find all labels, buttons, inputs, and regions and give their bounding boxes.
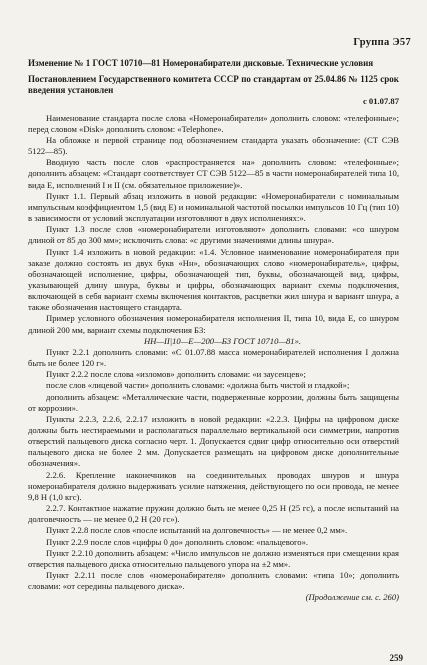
paragraph: Пункт 2.2.11 после слов «номеронабирателя» дополнить словами: «типа 10»; дополнить словами: «от середины пальцевого диска». (28, 570, 399, 592)
paragraph: Наименование стандарта после слова «Номеронабиратели» дополнить словом: «телефонные»; перед словом «Disk» дополнить словом: «Telephone». (28, 112, 399, 134)
paragraph: Пункт 1.4 изложить в новой редакции: «1.4. Условное наименование номеронабирателя при заказе должно состоять из двух букв «Нн», обозначающих слово «номеронабиратель», цифры, обозначающей исполнение, цифры, обозначающей тип, буквы, обозначающей вид, цифры, указывающей длину шнура, буквы и цифры, обозначающих вариант схемы подключения, включающей в себя вариант схемы включения контактов, расцветки жил шнура и вариант шнура, а также обозначения настоящего стандарта. (28, 246, 399, 313)
paragraph: после слов «лицевой части» дополнить словами: «должна быть чистой и гладкой»; (46, 380, 350, 391)
paragraph: Пункт 2.2.8 после слов «после испытаний на долговечность» — не менее 0,2 мм». (46, 525, 348, 536)
paragraph: дополнить абзацем: «Металлические части, подверженные коррозии, должны быть защищены от коррозии». (28, 391, 399, 413)
paragraph: Пункт 2.2.9 после слов «цифры 0 до» дополнить словом: «пальцевого». (46, 536, 309, 547)
designation-example: НН—II|10—Е—200—Б3 ГОСТ 10710—81». (143, 335, 302, 346)
paragraph: На обложке и первой странице под обозначением стандарта указать обозначение: (СТ СЭВ 5122—85). (28, 134, 399, 157)
paragraph: Вводную часть после слов «распространяется на» дополнить словом: «телефонные»; дополнить абзацем: «Стандарт соответствует СТ СЭВ 5122—85 в части номеронабирателей типа 10, вида Е, исполнений I и II (см. обязательное приложение)». (28, 157, 399, 190)
decree-text: Постановлением Государственного комитета СССР по стандартам от 25.04.86 № 1125 срок введения установлен (28, 74, 399, 96)
group-label: Группа Э57 (353, 37, 411, 48)
effective-date: с 01.07.87 (362, 96, 399, 107)
paragraph: Пункт 2.2.1 дополнить словами: «С 01.07.88 масса номеронабирателей исполнения I должна быть не более 120 г». (28, 346, 399, 369)
paragraph: Пункт 2.2.2 после слова «изломов» дополнить словами: «и заусенцев»; (46, 369, 306, 380)
document-body (28, 58, 399, 604)
document-title: Изменение № 1 ГОСТ 10710—81 Номеронабиратели дисковые. Технические условия (28, 58, 374, 68)
paragraph: 2.2.6. Крепление наконечников на соединительных проводах шнуров и шнура номеронабирателя должно выдерживать усилие натяжения, действующего по оси провода, не менее 9,8 Н (1,0 кгс). (28, 469, 399, 502)
page-number: 259 (389, 653, 403, 663)
paragraph: Пункт 1.1. Первый абзац изложить в новой редакции: «Номеронабиратели с номинальным импульсным коэффициентом 1,5 (вид Е) и номинальной частотой посылки импульсов 10 Гц (тип 10) в зависимости от условий эксплуатации изготовляют в двух исполнениях:». (28, 190, 399, 224)
paragraph: Пункт 1.3 после слов «номеронабиратели изготовляют» дополнить словами: «со шнуром длиной от 85 до 300 мм»; исключить слова: «с другими значениями длины шнура». (28, 224, 399, 246)
paragraph: Пункты 2.2.3, 2.2.6, 2.2.17 изложить в новой редакции: «2.2.3. Цифры на цифровом диске должны быть нестираемыми и располагаться параллельно вертикальной оси симметрии, напротив отверстий пальцевого диска согласно черт. 1. Допускается сдвиг цифр относительно оси отверстий пальцевого диска не более 2 мм. Допускается размещать на цифровом диске дополнительные обозначения». (28, 413, 399, 469)
paragraph: Пункт 2.2.10 дополнить абзацем: «Число импульсов не должно изменяться при смещении края отверстия пальцевого диска относительно пальцевого упора на ±2 мм». (28, 547, 399, 569)
continuation-note: (Продолжение см. с. 260) (305, 592, 399, 603)
paragraph: 2.2.7. Контактное нажатие пружин должно быть не менее 0,25 Н (25 гс), а после испытаний на долговечность — не менее 0,2 Н (20 гс»). (28, 503, 399, 525)
paragraph: Пример условного обозначения номеронабирателя исполнения II, типа 10, вида Е, со шнуром длиной 200 мм, вариант схемы подключения Б3: (28, 313, 399, 335)
